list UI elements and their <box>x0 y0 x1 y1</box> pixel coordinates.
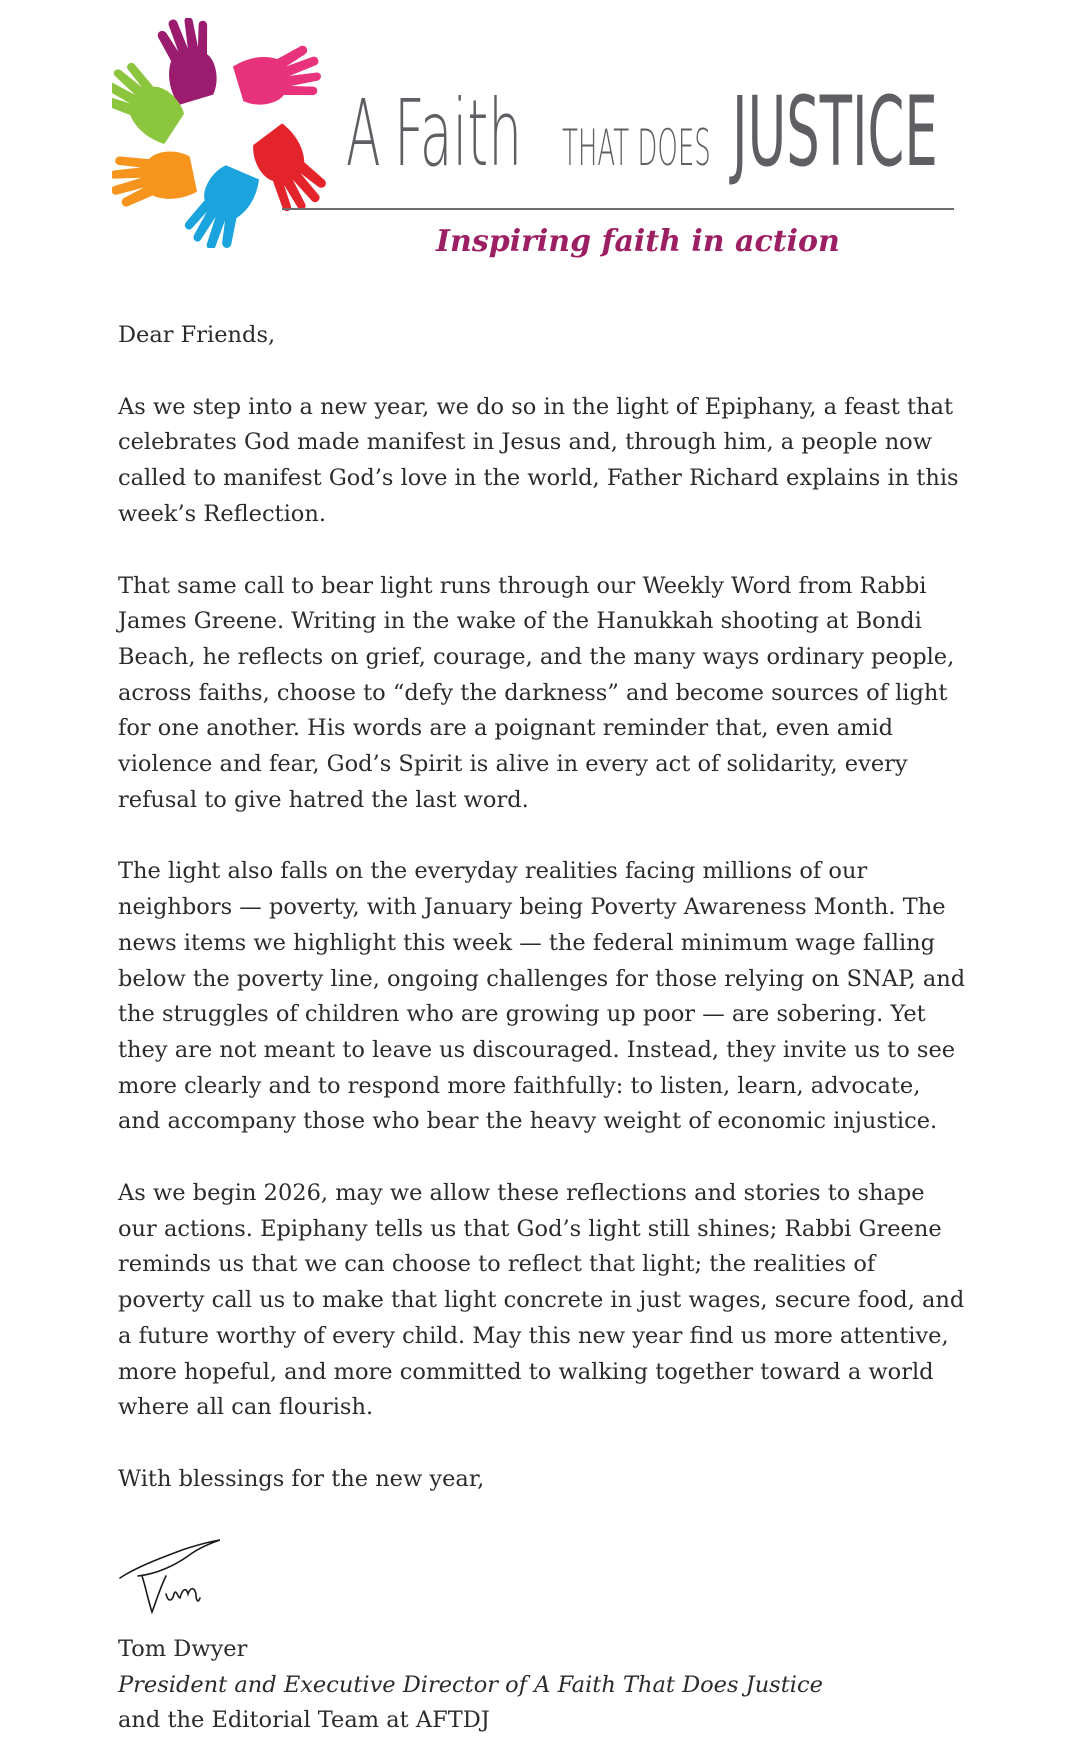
signer-team: and the Editorial Team at AFTDJ <box>118 1707 490 1734</box>
closing: With blessings for the new year, <box>118 1465 485 1492</box>
paragraph-weekly-word: That same call to bear light runs through our Weekly Word from Rabbi James Greene. Writing in the wake of the Hanukkah shooting at Bondi Beach, he reflects on grief, courage, and the many ways ordinary people, across faiths, choose to “defy the darkness” and become sources of light for one another. His words are a poignant reminder that, even amid violence and fear, God’s Spirit is alive in every act of solidarity, every refusal to give hatred the last word. <box>118 572 955 813</box>
organization-wordmark <box>346 76 952 194</box>
paragraph-poverty: The light also falls on the everyday realities facing millions of our neighbors — poverty, with January being Poverty Awareness Month. The news items we highlight this week — the federal minimum wage falling below the poverty line, ongoing challenges for those relying on SNAP, and the struggles of children who are growing up poor — are sobering. Yet they are not meant to leave us discouraged. Instead, they invite us to see more clearly and to respond more faithfully: to listen, learn, advocate, and accompany those who bear the heavy weight of economic injustice. <box>118 858 966 1135</box>
red-hand-icon <box>239 121 336 222</box>
handwritten-signature-icon <box>116 1536 226 1616</box>
signer-name: Tom Dwyer <box>118 1636 248 1662</box>
pink-hand-icon <box>231 37 330 118</box>
wordmark-faith: Faith <box>394 80 523 187</box>
letterhead <box>0 0 1072 280</box>
orange-hand-icon <box>112 139 199 215</box>
letter-body <box>118 318 968 1498</box>
signer-title: President and Executive Director of A Faith That Does Justice <box>118 1671 823 1698</box>
logo-divider <box>282 208 954 210</box>
tagline: Inspiring faith in action <box>436 224 840 259</box>
wordmark-justice: JUSTICE <box>732 76 938 188</box>
paragraph-new-year: As we begin 2026, may we allow these reflections and stories to shape our actions. Epiphany tells us that God’s light still shines; Rabbi Greene reminds us that we can choose to reflect that light; the realities of poverty call us to make that light concrete in just wages, secure food, and a future worthy of every child. May this new year find us more attentive, more hopeful, and more committed to walking together toward a world where all can flourish. <box>118 1180 965 1421</box>
hands-circle-logo-icon <box>112 18 342 248</box>
wordmark-a: A <box>346 80 381 187</box>
paragraph-epiphany: As we step into a new year, we do so in the light of Epiphany, a feast that celebrates God made manifest in Jesus and, through him, a people now called to manifest God’s love in the world, Father Richard explains in this week’s Reflection. <box>118 393 959 527</box>
wordmark-that-does: THAT DOES <box>562 119 711 177</box>
signoff-block <box>118 1632 968 1739</box>
salutation: Dear Friends, <box>118 322 276 348</box>
